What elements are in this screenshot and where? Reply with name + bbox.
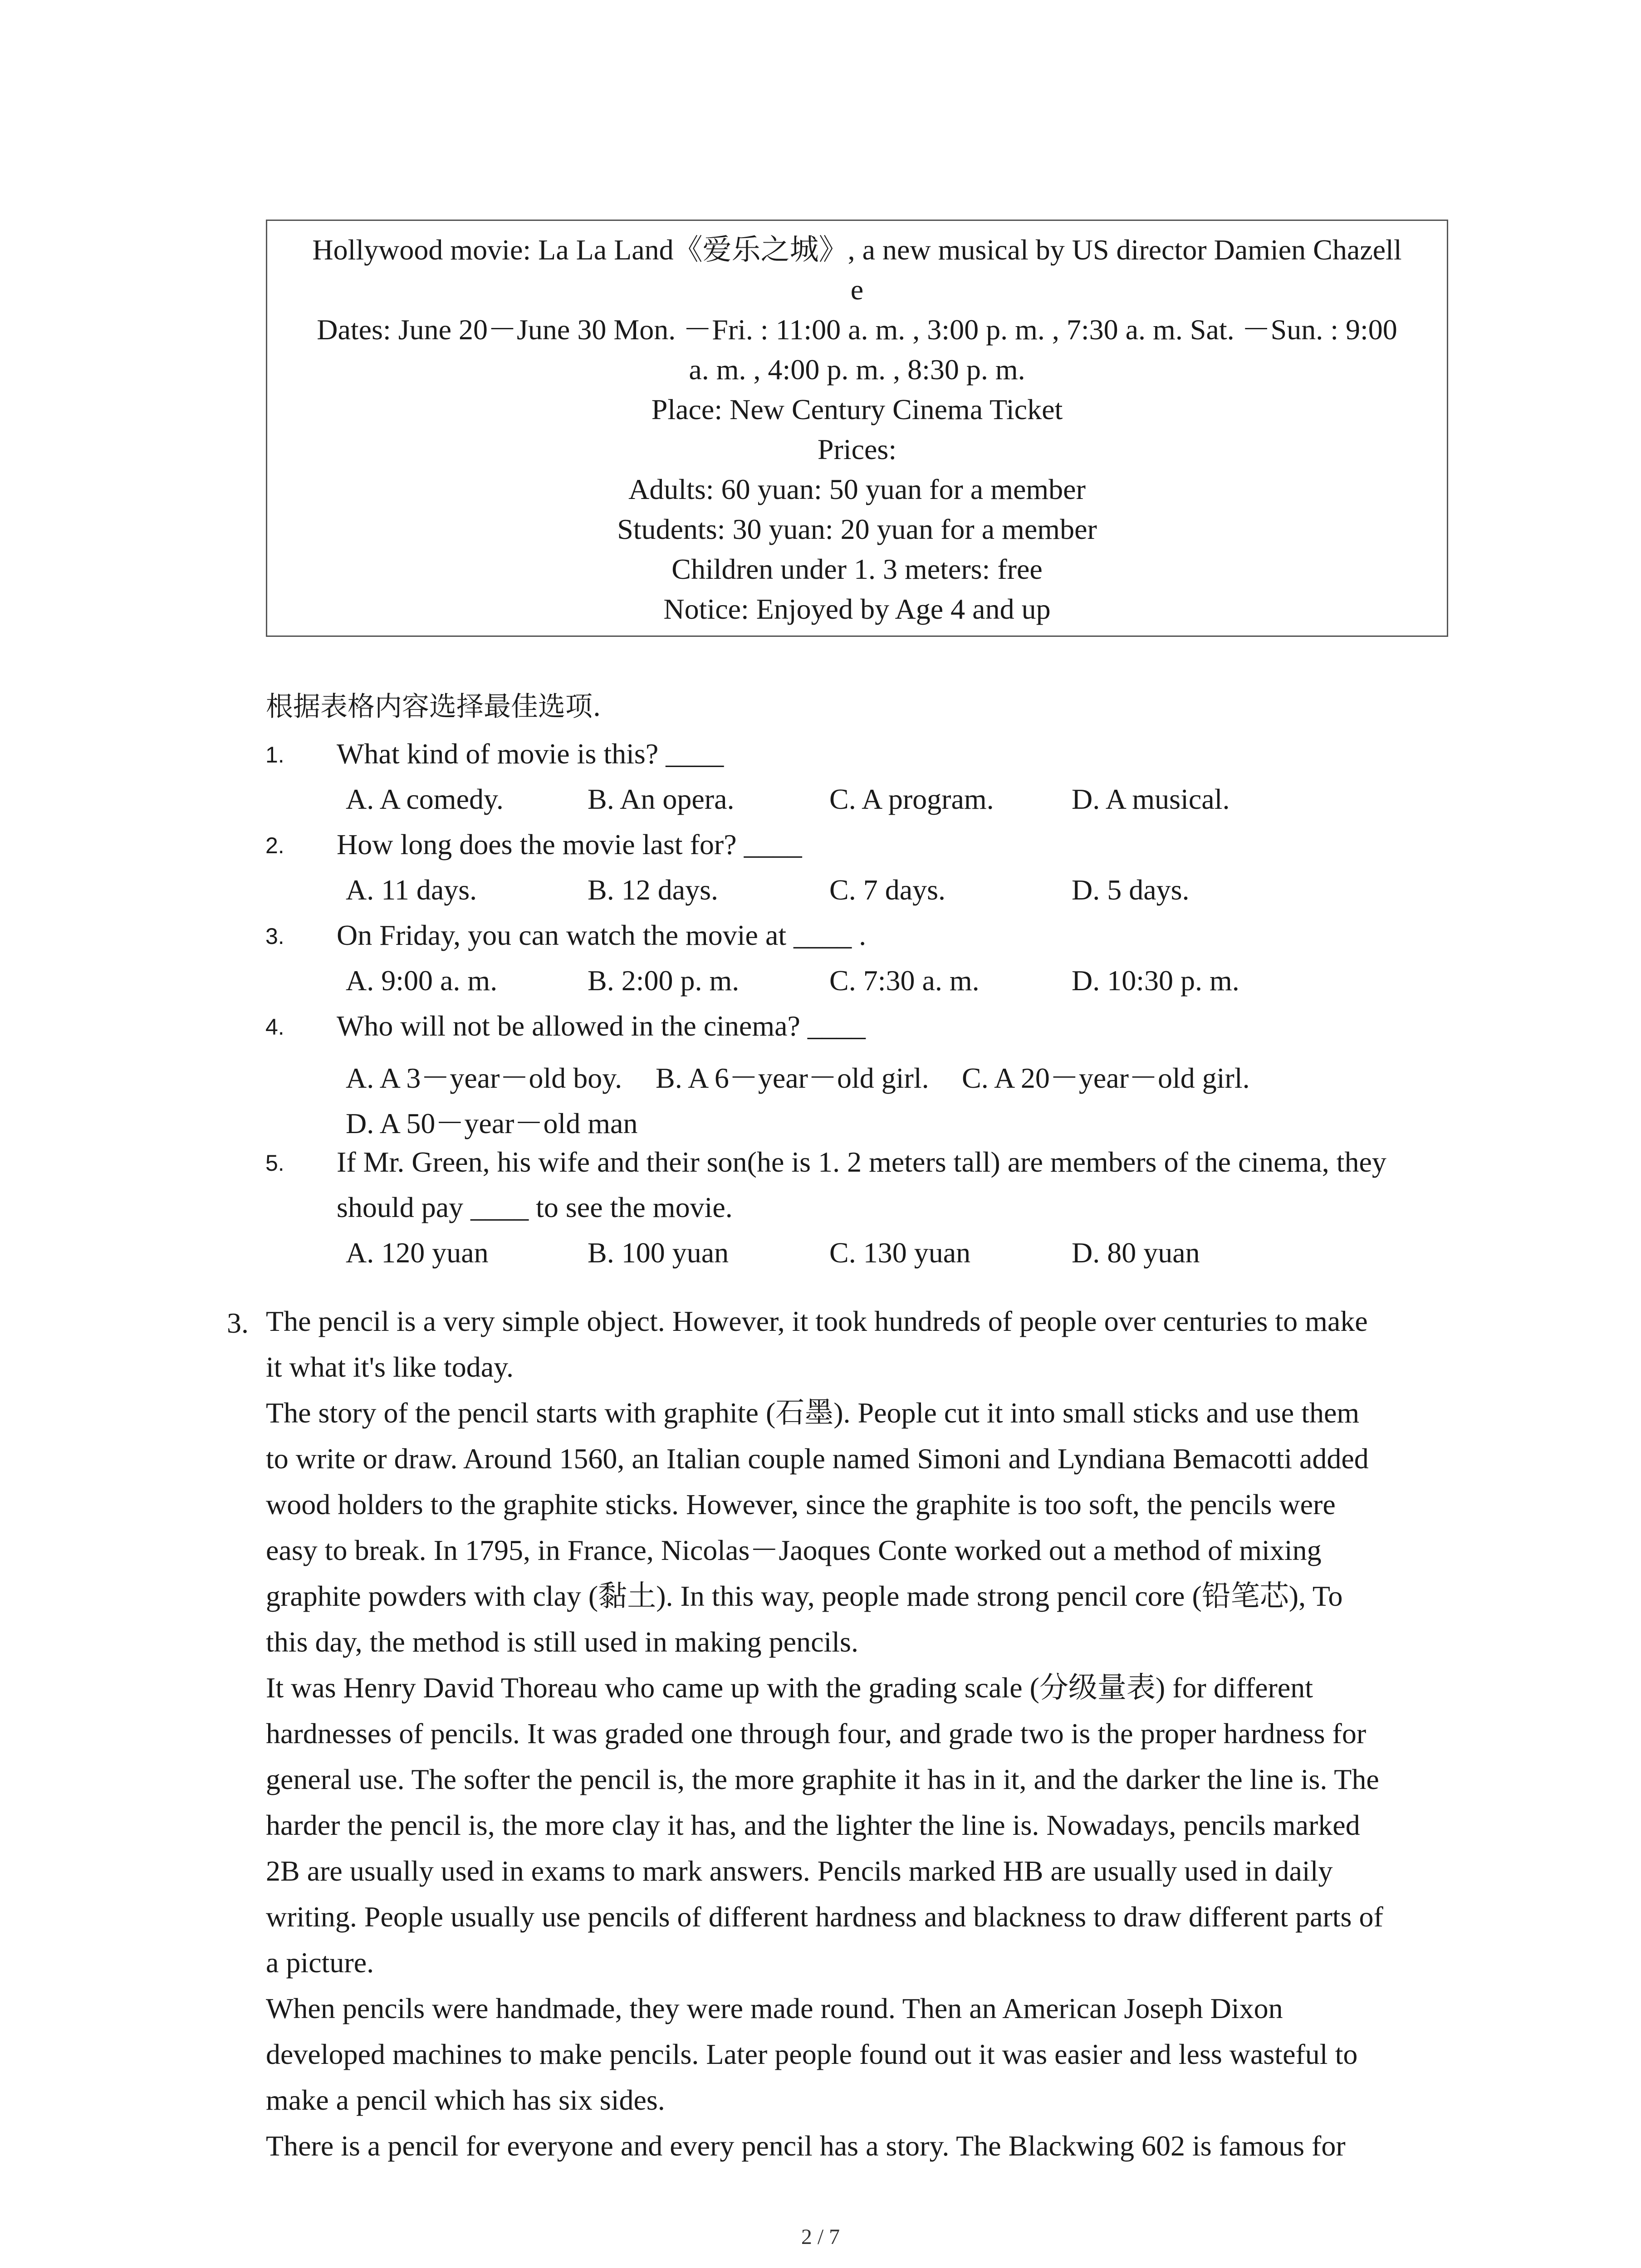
option-c: C. A program. — [829, 783, 994, 815]
notice-line: Notice: Enjoyed by Age 4 and up — [663, 593, 1051, 625]
passage-line: 2B are usually used in exams to mark answers. Pencils marked HB are usually used in daily — [266, 1855, 1333, 1887]
option-c: C. A 20－year－old girl. — [962, 1062, 1250, 1094]
option-c: C. 130 yuan — [829, 1237, 971, 1269]
option-a: A. A 3－year－old boy. — [346, 1062, 622, 1094]
passage-line: this day, the method is still used in making pencils. — [266, 1626, 858, 1658]
notice-line: Prices: — [817, 433, 897, 465]
option-d: D. 5 days. — [1072, 874, 1190, 906]
question-text: Who will not be allowed in the cinema? ____ — [337, 1010, 866, 1042]
instruction-text: 根据表格内容选择最佳选项. — [266, 691, 602, 723]
passage-body — [266, 1298, 1455, 2169]
notice-line: e — [850, 274, 864, 306]
notice-line: Place: New Century Cinema Ticket — [651, 393, 1063, 425]
option-a: A. 9:00 a. m. — [346, 964, 498, 997]
question-number: 2. — [265, 833, 284, 858]
notice-line: Students: 30 yuan: 20 yuan for a member — [617, 513, 1097, 545]
option-a: A. 120 yuan — [346, 1237, 489, 1269]
question-text: What kind of movie is this? ____ — [337, 738, 724, 770]
passage-line: make a pencil which has six sides. — [266, 2084, 665, 2116]
option-d: D. A 50－year－old man — [346, 1107, 638, 1139]
passage-line: graphite powders with clay (黏土). In this way, people made strong pencil core (铅笔芯), To — [266, 1580, 1343, 1612]
question-text-continued: should pay ____ to see the movie. — [337, 1191, 733, 1223]
option-c: C. 7:30 a. m. — [829, 964, 980, 997]
option-a: A. 11 days. — [346, 874, 477, 906]
passage-line: wood holders to the graphite sticks. However, since the graphite is too soft, the pencils were — [266, 1488, 1336, 1520]
notice-box — [266, 220, 1448, 637]
passage-line: When pencils were handmade, they were made round. Then an American Joseph Dixon — [266, 1992, 1283, 2024]
passage-line: The pencil is a very simple object. However, it took hundreds of people over centuries to make — [266, 1305, 1368, 1337]
question-text: How long does the movie last for? ____ — [337, 828, 802, 860]
option-d: D. A musical. — [1072, 783, 1230, 815]
notice-line: Hollywood movie: La La Land《爱乐之城》, a new musical by US director Damien Chazell — [312, 234, 1402, 266]
passage-line: a picture. — [266, 1946, 374, 1979]
option-a: A. A comedy. — [346, 783, 504, 815]
passage-line: general use. The softer the pencil is, the more graphite it has in it, and the darker the line is. The — [266, 1763, 1379, 1795]
option-b: B. An opera. — [588, 783, 735, 815]
option-b: B. 2:00 p. m. — [588, 964, 740, 997]
question-text: On Friday, you can watch the movie at ____ . — [337, 919, 867, 951]
question-number: 3. — [265, 924, 284, 949]
question-number: 5. — [265, 1150, 284, 1176]
passage-line: writing. People usually use pencils of different hardness and blackness to draw different parts of — [266, 1901, 1383, 1933]
page-number: 2 / 7 — [801, 2225, 840, 2249]
passage-line: hardnesses of pencils. It was graded one through four, and grade two is the proper hardness for — [266, 1717, 1367, 1750]
passage-line: it what it's like today. — [266, 1351, 514, 1383]
option-d: D. 80 yuan — [1072, 1237, 1200, 1269]
question-number: 4. — [265, 1014, 284, 1040]
passage-line: easy to break. In 1795, in France, Nicolas－Jaoques Conte worked out a method of mixing — [266, 1534, 1322, 1566]
notice-line: Dates: June 20－June 30 Mon. －Fri. : 11:00 a. m. , 3:00 p. m. , 7:30 a. m. Sat. －Sun. : 9:00 — [317, 313, 1397, 346]
question-number: 1. — [265, 742, 284, 767]
passage-line: harder the pencil is, the more clay it has, and the lighter the line is. Nowadays, pencils marked — [266, 1809, 1360, 1841]
passage-line: There is a pencil for everyone and every pencil has a story. The Blackwing 602 is famous for — [266, 2130, 1346, 2162]
passage-line: to write or draw. Around 1560, an Italian couple named Simoni and Lyndiana Bemacotti added — [266, 1442, 1369, 1475]
option-b: B. 12 days. — [588, 874, 718, 906]
notice-line: Adults: 60 yuan: 50 yuan for a member — [628, 473, 1086, 505]
option-b: B. A 6－year－old girl. — [656, 1062, 929, 1094]
question-text: If Mr. Green, his wife and their son(he is 1. 2 meters tall) are members of the cinema, they — [337, 1146, 1386, 1178]
passage-line: developed machines to make pencils. Later people found out it was easier and less wasteful to — [266, 2038, 1358, 2070]
passage-number: 3. — [227, 1307, 249, 1339]
option-b: B. 100 yuan — [588, 1237, 729, 1269]
passage-line: The story of the pencil starts with graphite (石墨). People cut it into small sticks and use them — [266, 1397, 1360, 1429]
option-c: C. 7 days. — [829, 874, 945, 906]
option-d: D. 10:30 p. m. — [1072, 964, 1239, 997]
passage-line: It was Henry David Thoreau who came up with the grading scale (分级量表) for different — [266, 1672, 1313, 1704]
notice-line: Children under 1. 3 meters: free — [671, 553, 1043, 585]
notice-line: a. m. , 4:00 p. m. , 8:30 p. m. — [689, 353, 1025, 386]
